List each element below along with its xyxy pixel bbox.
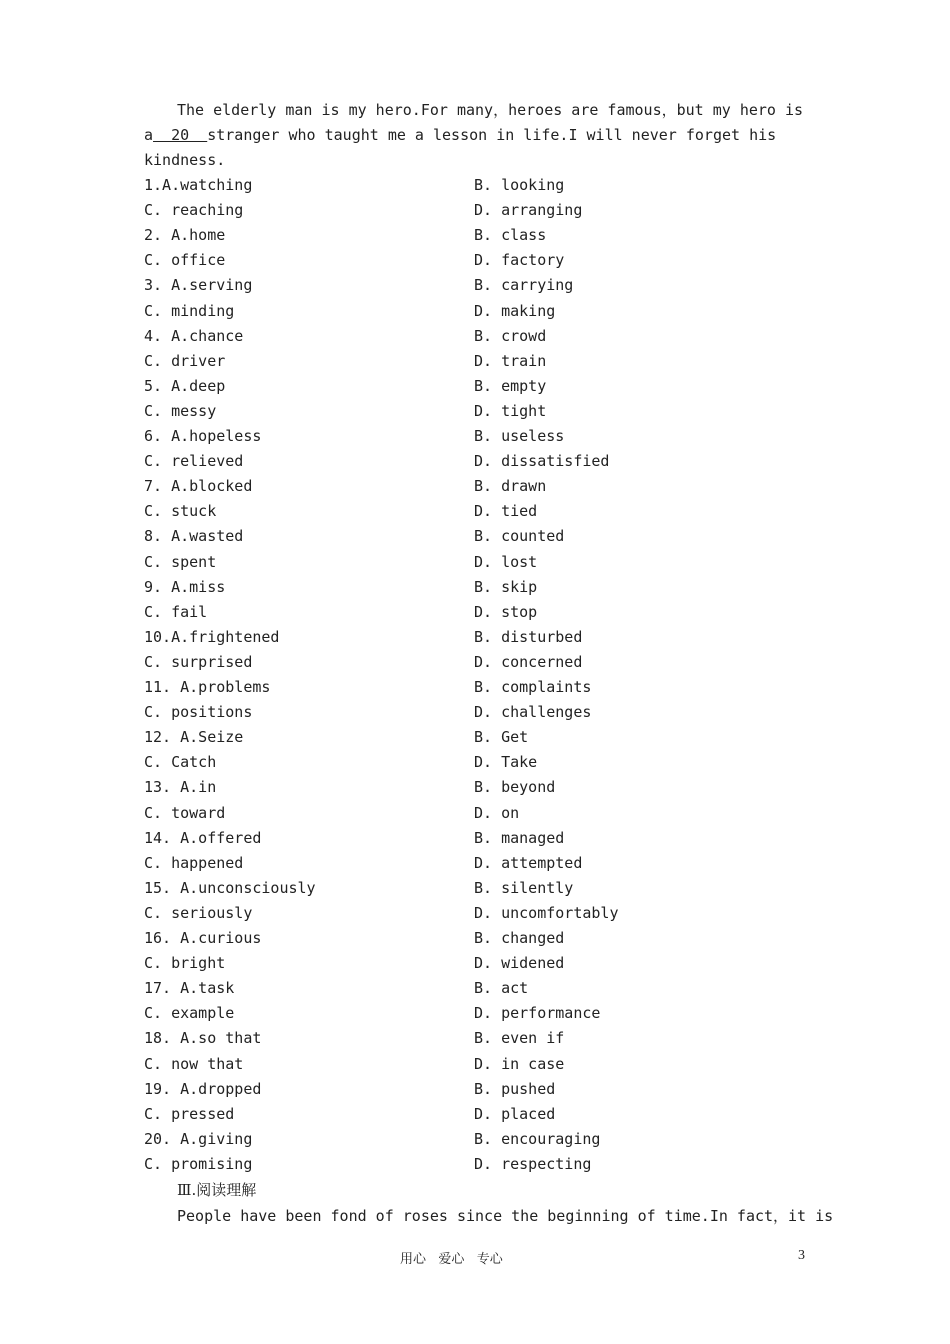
option-right: D. placed	[474, 1105, 556, 1123]
option-left: C. relieved	[144, 452, 244, 470]
option-right: B. act	[474, 979, 529, 997]
option-left: 1.A.watching	[144, 176, 253, 194]
option-left: C. bright	[144, 954, 226, 972]
option-right: D. tied	[474, 502, 538, 520]
option-right: B. managed	[474, 829, 565, 847]
section-heading: Ⅲ.阅读理解	[177, 1181, 257, 1199]
option-left: C. happened	[144, 854, 244, 872]
option-right: B. encouraging	[474, 1130, 601, 1148]
option-right: D. challenges	[474, 703, 592, 721]
option-left: 5. A.deep	[144, 377, 226, 395]
option-left: C. Catch	[144, 753, 217, 771]
option-right: B. even if	[474, 1029, 565, 1047]
intro-line-2-prefix: a	[144, 126, 154, 144]
intro-line-3: kindness.	[144, 151, 226, 169]
option-right: B. changed	[474, 929, 565, 947]
option-left: 7. A.blocked	[144, 477, 253, 495]
option-right: B. crowd	[474, 327, 547, 345]
option-left: C. minding	[144, 302, 235, 320]
option-right: B. drawn	[474, 477, 547, 495]
option-left: C. reaching	[144, 201, 244, 219]
option-left: C. promising	[144, 1155, 253, 1173]
option-left: 12. A.Seize	[144, 728, 244, 746]
option-left: 17. A.task	[144, 979, 235, 997]
option-right: B. carrying	[474, 276, 574, 294]
blank-20: 20	[153, 126, 208, 144]
intro-line-2-suffix: stranger who taught me a lesson in life.I will never forget his	[207, 126, 777, 144]
option-left: C. driver	[144, 352, 226, 370]
reading-line-1: People have been fond of roses since the beginning of time.In fact，it is	[177, 1207, 834, 1225]
option-left: 20. A.giving	[144, 1130, 253, 1148]
option-left: 8. A.wasted	[144, 527, 244, 545]
option-left: 13. A.in	[144, 778, 217, 796]
page-number: 3	[798, 1248, 805, 1263]
option-left: 3. A.serving	[144, 276, 253, 294]
option-left: C. positions	[144, 703, 253, 721]
intro-line-2	[144, 123, 776, 148]
option-left: C. surprised	[144, 653, 253, 671]
option-right: D. respecting	[474, 1155, 592, 1173]
option-left: C. office	[144, 251, 226, 269]
option-right: D. uncomfortably	[474, 904, 619, 922]
option-right: B. counted	[474, 527, 565, 545]
option-left: 16. A.curious	[144, 929, 262, 947]
option-left: 11. A.problems	[144, 678, 271, 696]
option-left: C. example	[144, 1004, 235, 1022]
footer-text: 用心 爱心 专心	[400, 1252, 503, 1267]
option-right: D. attempted	[474, 854, 583, 872]
option-right: D. in case	[474, 1055, 565, 1073]
option-left: C. now that	[144, 1055, 244, 1073]
option-left: 10.A.frightened	[144, 628, 280, 646]
intro-line-1: The elderly man is my hero.For many，heroes are famous，but my hero is	[177, 101, 804, 119]
option-right: B. pushed	[474, 1080, 556, 1098]
option-right: D. performance	[474, 1004, 601, 1022]
option-right: B. empty	[474, 377, 547, 395]
option-right: D. tight	[474, 402, 547, 420]
option-right: D. stop	[474, 603, 538, 621]
option-right: D. lost	[474, 553, 538, 571]
option-right: B. useless	[474, 427, 565, 445]
option-left: C. fail	[144, 603, 208, 621]
option-left: 4. A.chance	[144, 327, 244, 345]
option-right: D. concerned	[474, 653, 583, 671]
option-left: C. pressed	[144, 1105, 235, 1123]
option-left: 18. A.so that	[144, 1029, 262, 1047]
option-left: 19. A.dropped	[144, 1080, 262, 1098]
option-left: 15. A.unconsciously	[144, 879, 316, 897]
option-right: D. dissatisfied	[474, 452, 610, 470]
option-right: B. complaints	[474, 678, 592, 696]
option-left: 14. A.offered	[144, 829, 262, 847]
option-left: 6. A.hopeless	[144, 427, 262, 445]
option-left: C. spent	[144, 553, 217, 571]
option-right: B. looking	[474, 176, 565, 194]
option-left: C. stuck	[144, 502, 217, 520]
option-right: B. skip	[474, 578, 538, 596]
option-right: B. beyond	[474, 778, 556, 796]
option-right: D. train	[474, 352, 547, 370]
option-right: B. disturbed	[474, 628, 583, 646]
option-right: D. widened	[474, 954, 565, 972]
option-right: D. Take	[474, 753, 538, 771]
option-left: 9. A.miss	[144, 578, 226, 596]
option-left: C. toward	[144, 804, 226, 822]
option-right: B. class	[474, 226, 547, 244]
option-left: C. messy	[144, 402, 217, 420]
option-right: D. making	[474, 302, 556, 320]
option-right: D. on	[474, 804, 520, 822]
option-right: B. Get	[474, 728, 529, 746]
option-right: D. arranging	[474, 201, 583, 219]
option-left: 2. A.home	[144, 226, 226, 244]
option-right: B. silently	[474, 879, 574, 897]
option-right: D. factory	[474, 251, 565, 269]
option-left: C. seriously	[144, 904, 253, 922]
